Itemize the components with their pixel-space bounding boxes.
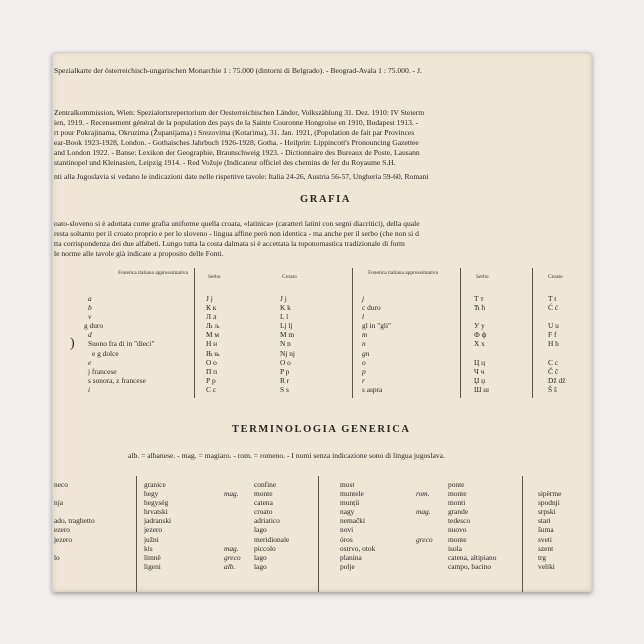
term-cell: planina [340,552,362,562]
serbo-column [474,294,489,394]
term-cell: monte [448,489,467,499]
term-cell: jadranski [144,516,172,526]
term-cell: limnë [144,552,161,562]
grafia-paragraph-line: resta soltanto per il croato proprio e per lo sloveno - lingua affine però non identica - ma anche per il serbo (che non si d [54,229,419,238]
section-title-grafia: GRAFIA [300,194,352,205]
term-cell: mag. [224,489,239,499]
term-cell [224,525,241,534]
term-cell: hegység [144,498,169,508]
table-cell: N n [280,339,291,349]
term-cell: campo, bacino [448,561,492,571]
term-cell: južni [144,534,159,544]
term-cell: szent [538,543,554,553]
term-cell: spodnji [538,498,560,508]
term-cell: mag. [416,507,431,517]
table-cell: d [88,330,92,340]
term-cell: monte [254,489,273,499]
term-cell: confine [254,480,277,489]
table-cell: K k [280,303,291,313]
table-rule [352,268,353,398]
table-cell: c duro [362,303,381,313]
table-cell: С с [206,384,217,394]
term-cell [224,516,241,525]
table-cell: U u [548,321,559,331]
table-cell: C c [548,357,559,367]
table-cell: Ц ц [474,357,486,367]
term-cell: hegy [144,489,159,499]
section-title-terminologia: TERMINOLOGIA GENERICA [232,424,411,435]
table-cell: Dž dž [548,375,566,385]
term-cell [416,553,433,562]
term-cell: most [340,480,355,489]
term-cell [224,535,241,544]
table-cell: F f [548,330,557,340]
table-cell: M m [280,330,295,340]
table-cell: p [362,366,366,376]
table-cell: У у [474,321,485,331]
term-cell: nuovo [448,525,467,535]
table-cell: s sonora, z francese [88,375,146,385]
term-cell: ezero [54,525,70,535]
header-fonetica: Fonetica italiana approssimativa [118,270,188,276]
table-cell: n [362,339,366,349]
term-cell: óros [340,534,353,544]
ref-line: and London 1922. - Banse: Lexikon der Geographie, Braunschweig 1923. - Dictionnaire des Bureaux de Poste, Lausann [54,148,420,157]
croato-column [548,294,565,394]
term-cell: catena, altipiano [448,552,497,562]
term-cell: monti [448,498,466,508]
term-cell [416,498,433,507]
table-cell [548,349,565,358]
table-rule [460,268,461,398]
term-cell: catena [254,498,273,508]
term-cell: adriatico [254,516,280,526]
ref-line: nti alla Jugoslavia si vedano le indicazioni date nelle rispettive tavole: Italia 24-26, Austria 56-57, Ungheria 59-60, Romani [54,172,429,181]
table-cell: v [88,312,92,322]
table-cell: l [362,312,365,322]
term-cell: granice [144,480,166,489]
term-cell: neco [54,480,68,489]
table-cell: Њ њ [206,348,220,358]
term-cell: monte [448,534,467,544]
table-cell: i [88,384,91,394]
term-cell: piccolo [254,543,276,553]
header-croato: Croato [282,274,297,280]
table-cell [474,349,489,358]
table-cell: Ћ ћ [474,303,486,313]
term-cell: polje [340,561,355,571]
term-cell: munții [340,498,360,508]
table-cell: П п [206,366,218,376]
term-cell: greco [224,552,241,562]
grafia-paragraph-line: tta corrispondenza dei due alfabeti. Lungo tutta la costa dalmata si è accettata la toponomastica tradizionale di form [54,239,405,248]
table-cell: e g dolce [92,348,119,358]
table-cell: Ć ć [548,303,559,313]
serbo-column [206,294,220,394]
ref-line: Zentralkommission, Wien: Spezialortsrepertorium der Oesterreichischen Länder, Volkszählung 31. Dez. 1910: IV Steierm [54,108,425,117]
term-cell: šuma [538,525,554,535]
table-cell: s aspra [362,384,383,394]
term-cell: nja [54,498,64,508]
term-cell: ligeni [144,561,161,571]
table-cell: a [88,294,92,303]
table-cell: O o [280,357,291,367]
table-rule [522,476,523,592]
table-cell: J j [280,294,287,303]
term-column [538,480,561,571]
table-cell: j [362,294,365,303]
header-serbo: Serbo [476,274,489,280]
table-cell: j francese [88,366,117,376]
table-cell: Л л [206,312,217,322]
term-cell: hrvatski [144,507,168,517]
term-cell: lago [254,561,267,571]
phonetic-column [362,294,391,394]
table-cell: К к [206,303,217,313]
term-cell [416,480,433,489]
term-cell: croato [254,507,273,517]
table-cell: S s [280,384,289,394]
term-cell [416,562,433,571]
term-cell: grande [448,507,469,517]
term-cell: srpski [538,507,556,517]
table-rule [194,268,195,398]
table-cell: Nj nj [280,348,295,358]
term-column [448,480,496,571]
table-cell: e [88,357,92,367]
term-cell [538,480,561,489]
term-cell: ostrvo, otok [340,543,376,553]
term-column [144,480,171,571]
ref-line: ien, 1919. - Recensement général de la population des pays de la Sainte Couronne Hongroise en 1910, Budapest 1913. - [54,118,419,127]
coaster-tile [52,52,592,592]
header-croato: Croato [548,274,563,280]
term-column [224,480,241,571]
table-cell: R r [280,375,290,385]
table-cell: P p [280,366,290,376]
term-column [340,480,375,571]
term-cell [54,544,95,553]
term-cell: nemački [340,516,366,526]
table-cell: o [362,357,366,367]
table-cell: Н н [206,339,218,349]
ref-line: ear-Book 1923-1928, London. - Gothaisches Jahrbuch 1926-1928, Gotha. - Heilprin: Lippincott's Pronouncing Gazettee [54,138,419,147]
table-cell: М м [206,330,220,340]
table-rule [532,268,533,398]
term-cell: rom. [416,489,430,499]
table-cell: H h [548,339,559,349]
table-cell: J j [206,294,213,303]
grafia-paragraph-line: oato-sloveno si è adottata come grafia uniforme quella croata, «latinica» (caratteri latini con segni diacritici), della quale [54,219,420,228]
table-rule [318,476,319,592]
term-column [416,480,433,571]
term-cell: tedesco [448,516,471,526]
table-cell [474,312,489,321]
table-cell: g duro [84,321,104,331]
header-serbo: Serbo [208,274,221,280]
table-cell: Х х [474,339,485,349]
term-cell [54,507,95,516]
term-cell: sipërme [538,489,562,499]
term-column [54,480,95,562]
printed-page [56,56,588,588]
term-cell: isola [448,543,462,553]
term-cell [224,498,241,507]
table-cell: Ш ш [474,384,489,394]
table-cell: Р р [206,375,216,385]
term-cell [416,516,433,525]
term-cell: stari [538,516,551,526]
term-cell: greco [416,534,433,544]
term-cell: kis [144,543,153,553]
table-cell: Т т [474,294,484,303]
term-cell: sveti [538,534,552,544]
table-cell: О о [206,357,217,367]
table-cell: Ч ч [474,366,485,376]
term-cell: jezero [54,534,73,544]
term-column [254,480,289,571]
term-cell: lago [254,552,267,562]
brace-glyph: ) [70,336,75,351]
table-cell: Ф ф [474,330,487,340]
ref-line: stantinopel und Kleinasien, Leipzig 1914. - Red Vožuje (Indicateur officiel des chemins de fer du Royaume S.H. [54,158,396,167]
phonetic-column [84,294,154,394]
term-cell: veliki [538,561,555,571]
croato-column [280,294,295,394]
table-cell: m [362,330,368,340]
table-rule [136,476,137,592]
table-cell: L l [280,312,289,322]
term-cell: muntele [340,489,364,499]
term-cell: novi [340,525,354,535]
term-cell [224,507,241,516]
term-cell: meridionale [254,534,290,544]
table-cell: Љ љ [206,321,220,331]
term-cell [416,544,433,553]
table-cell: T t [548,294,557,303]
table-cell: Č č [548,366,559,376]
table-cell [548,312,565,321]
term-cell: nagy [340,507,355,517]
term-cell: jezero [144,525,163,535]
terminologia-legend: alb. = albanese. - mag. = magiaro. - rom. = romeno. - I nomi senza indicazione sono di lingua jugoslava. [128,451,445,460]
table-cell: gl in "gli" [362,321,392,331]
term-cell [224,480,241,489]
ref-line: rt pour Pokrajinama, Okruzima (Županijama) i Srezovima (Kotarima), 31. Jan. 1921, (Population de fait par Provinces [54,128,415,137]
term-cell: alb. [224,561,236,571]
table-cell: b [88,303,92,313]
table-cell: r [362,375,365,385]
term-cell [416,525,433,534]
term-cell: lago [254,525,267,535]
table-cell: Š š [548,384,557,394]
term-cell: ado, traghetto [54,516,95,526]
header-fonetica: Fonetica italiana approssimativa [368,270,438,276]
term-cell: lo [54,552,60,562]
table-cell: Lj lj [280,321,293,331]
ref-line: Spezialkarte der österreichisch-ungarischen Monarchie 1 : 75.000 (dintorni di Belgrado). - Beograd-Avala 1 : 75.000. - J. [54,66,422,75]
term-cell: ponte [448,480,465,489]
grafia-paragraph-line: le norme alle tavole già indicate a proposito delle Fonti. [54,249,224,258]
table-cell: Suono fra di in "dieci" [88,339,155,349]
term-cell: trg [538,552,547,562]
term-cell: mag. [224,543,239,553]
term-cell [54,489,95,498]
table-cell: Џ џ [474,375,486,385]
table-cell: gn [362,348,370,358]
